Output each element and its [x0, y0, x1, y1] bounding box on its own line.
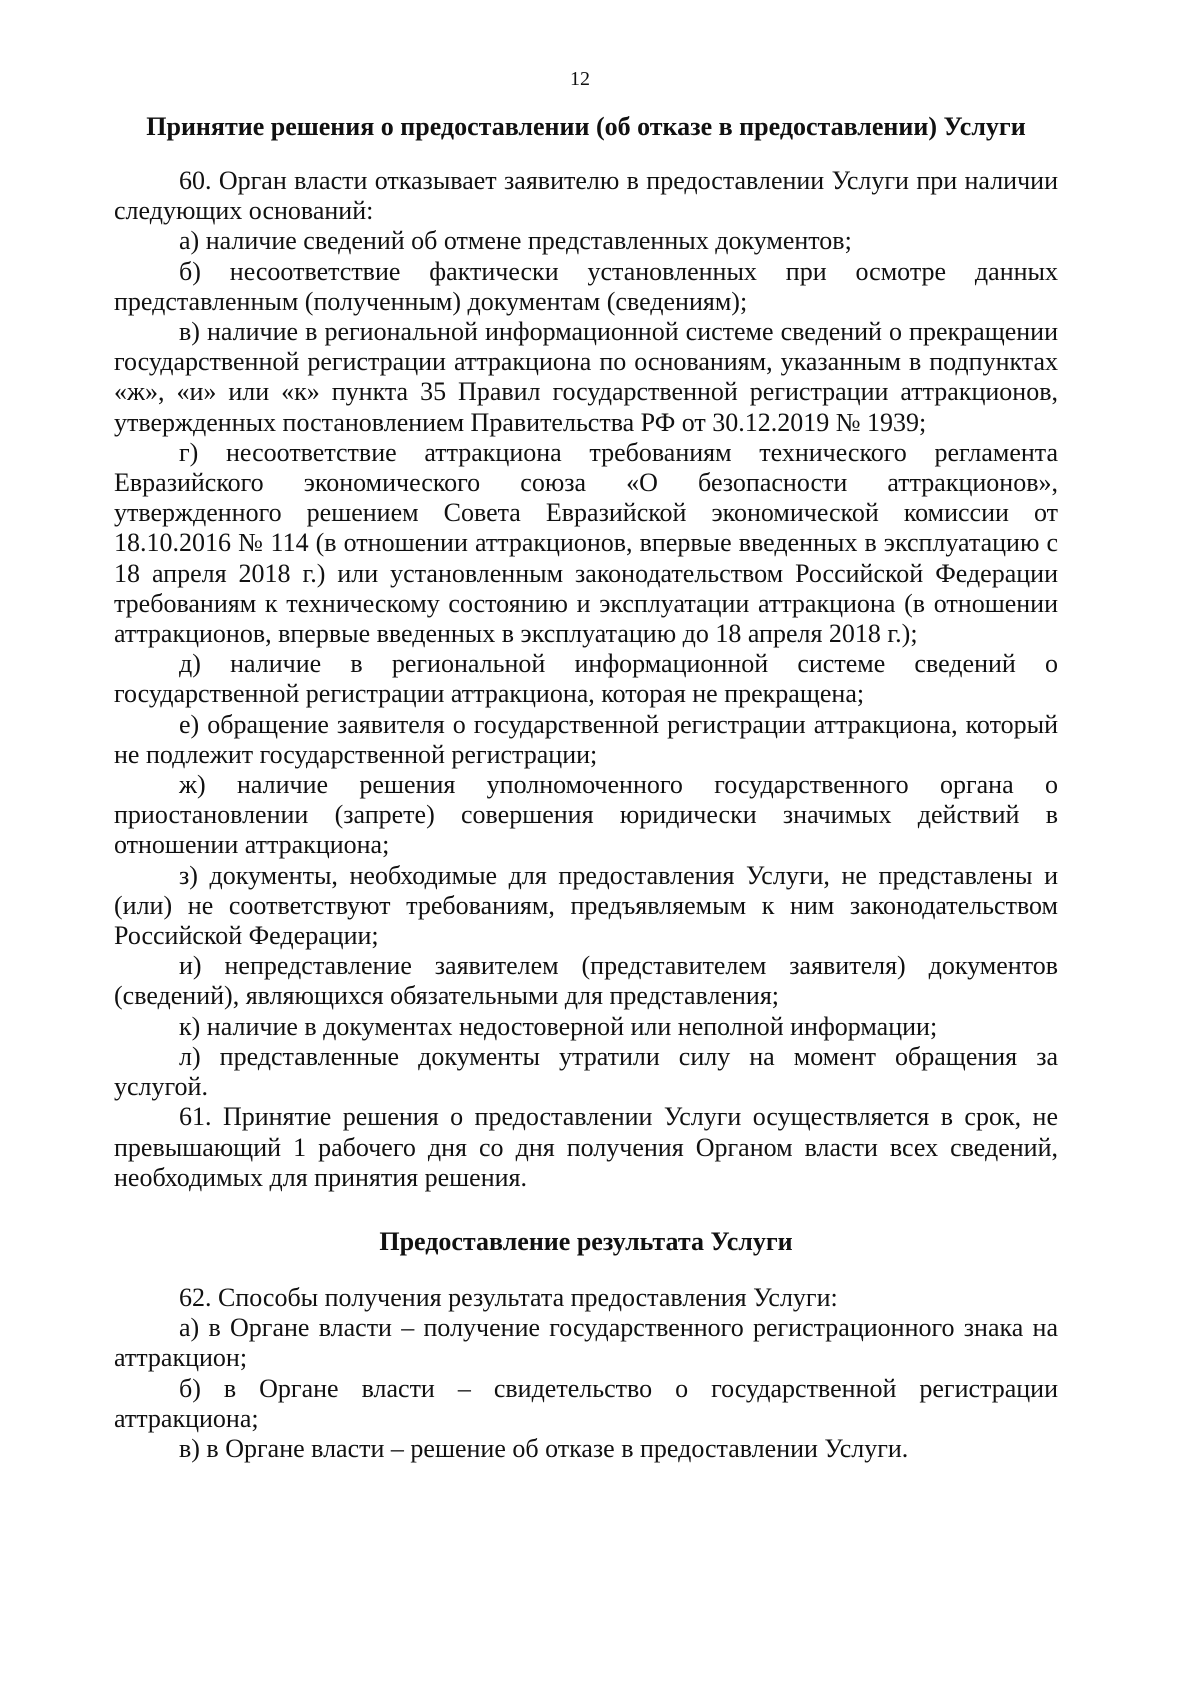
list-item-60i: и) непредставление заявителем (представителем заявителя) документов (сведений), являющихся обязательными для представления;: [114, 951, 1058, 1011]
section-decision: [114, 166, 1058, 1193]
list-item-60k: к) наличие в документах недостоверной или неполной информации;: [179, 1011, 938, 1041]
list-item-60g: г) несоответствие аттракциона требованиям технического регламента Евразийского экономического союза «О безопасности аттракционов», утвержденного решением Совета Евразийской экономической комиссии от 18.10.2016 № 114 (в отношении аттракционов, впервые введенных в эксплуатацию с 18 апреля 2018 г.) или установленным законодательством Российской Федерации требованиям к техническому состоянию и эксплуатации аттракциона (в отношении аттракционов, впервые введенных в эксплуатацию до 18 апреля 2018 г.);: [114, 437, 1058, 649]
document-body: [114, 112, 1058, 1464]
list-item-60v: в) наличие в региональной информационной системе сведений о прекращении государственной регистрации аттракциона по основаниям, указанным в подпунктах «ж», «и» или «к» пункта 35 Правил государственной регистрации аттракционов, утвержденных постановлением Правительства РФ от 30.12.2019 № 1939;: [114, 317, 1058, 437]
list-item-60e: е) обращение заявителя о государственной регистрации аттракциона, который не подлежит государственной регистрации;: [114, 709, 1058, 769]
list-item-62a: а) в Органе власти – получение государственного регистрационного знака на аттракцион;: [114, 1313, 1058, 1373]
list-item-62b: б) в Органе власти – свидетельство о государственной регистрации аттракциона;: [114, 1373, 1058, 1433]
section-heading-result: Предоставление результата Услуги: [379, 1226, 793, 1256]
list-item-60a: а) наличие сведений об отмене представленных документов;: [179, 226, 852, 256]
list-item-60d: д) наличие в региональной информационной системе сведений о государственной регистрации аттракциона, которая не прекращена;: [114, 649, 1058, 709]
list-item-60zh: ж) наличие решения уполномоченного государственного органа о приостановлении (запрете) совершения юридически значимых действий в отношении аттракциона;: [114, 770, 1058, 860]
list-item-60b: б) несоответствие фактически установленных при осмотре данных представленным (полученным) документам (сведениям);: [114, 256, 1058, 316]
page-number: 12: [570, 68, 590, 90]
list-item-62v: в) в Органе власти – решение об отказе в предоставлении Услуги.: [179, 1433, 909, 1463]
paragraph-61: 61. Принятие решения о предоставлении Услуги осуществляется в срок, не превышающий 1 рабочего дня со дня получения Органом власти всех сведений, необходимых для принятия решения.: [114, 1102, 1058, 1192]
section-result: [114, 1283, 1058, 1464]
section-heading-decision: Принятие решения о предоставлении (об отказе в предоставлении) Услуги: [146, 112, 1026, 141]
list-item-60z: з) документы, необходимые для предоставления Услуги, не представлены и (или) не соответствуют требованиям, предъявляемым к ним законодательством Российской Федерации;: [114, 860, 1058, 951]
paragraph-60-intro: 60. Орган власти отказывает заявителю в предоставлении Услуги при наличии следующих оснований:: [114, 166, 1058, 226]
list-item-60l: л) представленные документы утратили силу на момент обращения за услугой.: [114, 1041, 1058, 1102]
paragraph-62-intro: 62. Способы получения результата предоставления Услуги:: [179, 1282, 838, 1312]
